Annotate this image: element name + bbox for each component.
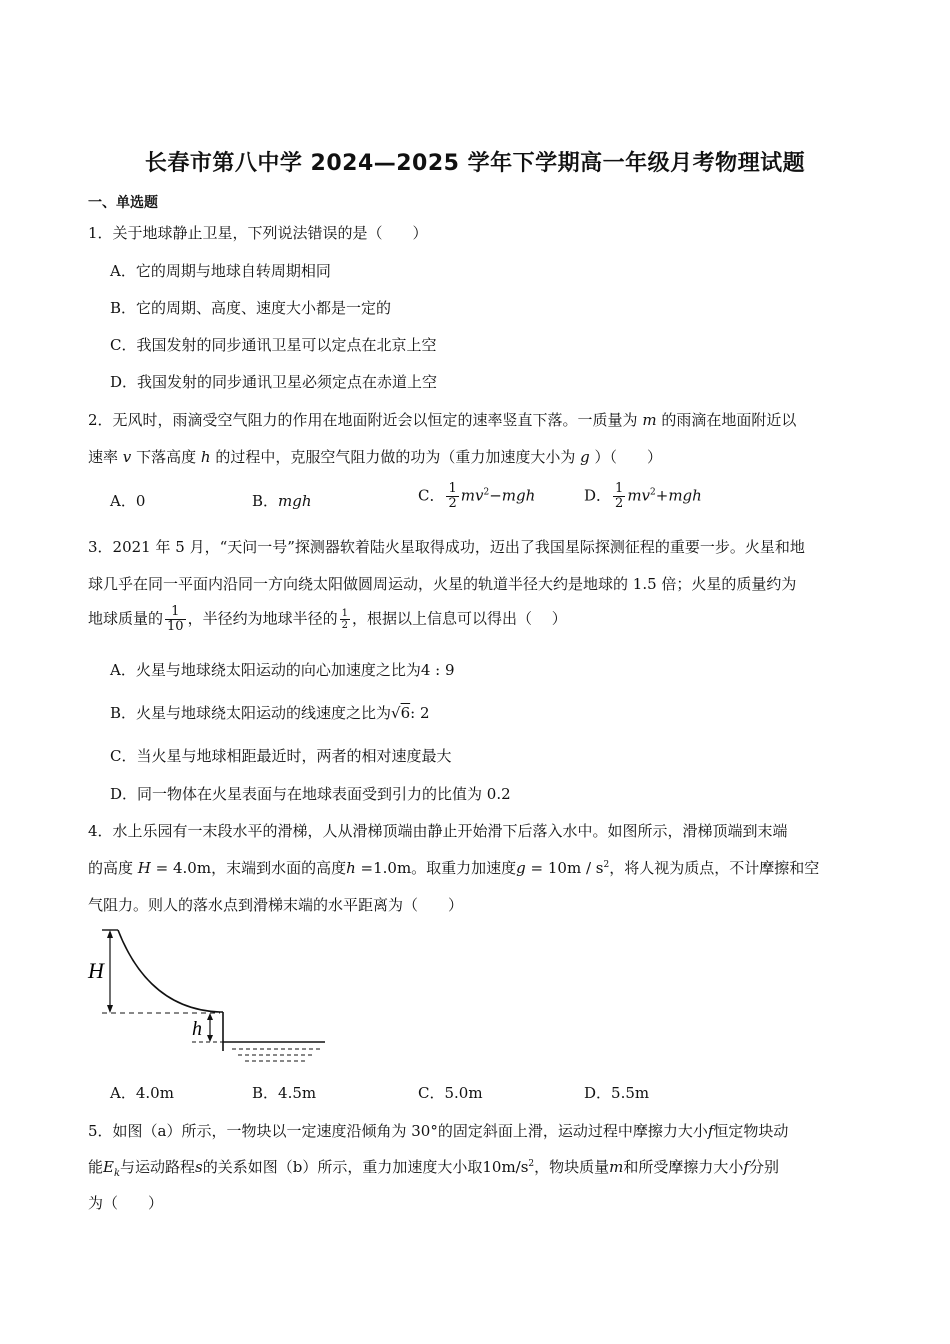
q5-text: ，物块质量: [534, 1158, 610, 1176]
q2-text: 的过程中，克服空气阻力做的功为（重力加速度大小为: [215, 448, 576, 466]
q1-option-a: A．它的周期与地球自转周期相同: [110, 262, 331, 280]
q3-text: ，半径约为地球半径的: [187, 609, 338, 628]
q4-line2: [88, 857, 819, 878]
q2-option-c-tail: −mgh: [489, 486, 536, 505]
q5-text: 恒定物块动: [713, 1122, 789, 1140]
superscript: 2: [483, 487, 490, 498]
q3-line2: 球几乎在同一平面内沿同一方向绕太阳做圆周运动，火星的轨道半径大约是地球的 1.5 倍；火星的质量约为: [88, 575, 797, 593]
q4-option-d: D．5.5m: [584, 1084, 650, 1102]
q2-text: 下落高度: [136, 448, 197, 466]
q2-option-d-expr: mv: [627, 486, 651, 505]
q2-option-b-expr: mgh: [278, 492, 312, 510]
arrow-head-up: [107, 930, 113, 938]
q4-option-a: A．4.0m: [110, 1084, 174, 1102]
q2-option-a: A．0: [110, 492, 146, 510]
q2-option-c-label: C．: [418, 486, 445, 505]
q3-line3: [88, 605, 567, 634]
fraction-1-2: [340, 608, 350, 631]
q4-var-g: g: [516, 859, 526, 877]
q5-line1: [88, 1120, 788, 1141]
subscript-k: k: [113, 1168, 121, 1179]
q2-option-c-expr: mv: [460, 486, 484, 505]
frac-num: 1: [341, 608, 348, 619]
q2-text: 的雨滴在地面附近以: [661, 411, 797, 429]
superscript: 2: [603, 860, 610, 870]
q3-text: ，根据以上信息可以得出（ ）: [351, 609, 567, 628]
q4-line3: 气阻力。则人的落水点到滑梯末端的水平距离为（ ）: [88, 896, 464, 914]
q4-value-H: = 4.0m，末端到水面的高度: [150, 859, 347, 877]
q5-text: 分别: [748, 1158, 779, 1176]
q3-option-b-tail: : 2: [410, 704, 430, 722]
label-h: h: [192, 1018, 202, 1040]
frac-den: 2: [448, 496, 457, 511]
q4-option-c: C．5.0m: [418, 1084, 483, 1102]
q2-var-m: m: [642, 411, 657, 429]
page-title: 长春市第八中学 2024—2025 学年下学期高一年级月考物理试题: [144, 151, 806, 176]
q3-option-c: C．当火星与地球相距最近时，两者的相对速度最大: [110, 747, 452, 765]
slide-curve: [118, 930, 223, 1012]
q2-text: 速率: [88, 448, 119, 466]
q2-option-d: [584, 482, 702, 511]
superscript: 2: [528, 1159, 535, 1169]
q2-option-d-tail: +mgh: [655, 486, 702, 505]
frac-den: 2: [341, 620, 348, 631]
q5-text: 能: [88, 1158, 104, 1176]
q2-var-v: v: [122, 448, 132, 466]
fraction-1-10: [165, 605, 186, 634]
q1-option-d: D．我国发射的同步通讯卫星必须定点在赤道上空: [110, 373, 438, 391]
q5-line3: 为（ ）: [88, 1194, 164, 1212]
q3-option-b: [110, 702, 430, 723]
q4-value-h: =1.0m。取重力加速度: [355, 859, 517, 877]
label-H: H: [88, 958, 104, 983]
frac-den: 10: [167, 619, 184, 634]
fraction: [446, 482, 458, 511]
q1-option-c: C．我国发射的同步通讯卫星可以定点在北京上空: [110, 336, 437, 354]
q5-var-s: s: [195, 1158, 203, 1176]
q5-var-f: f: [707, 1122, 714, 1140]
q2-text: ）（ ）: [594, 448, 663, 466]
q4-var-H: H: [137, 859, 151, 877]
q2-option-b: [252, 490, 312, 511]
arrow-head-down: [107, 1005, 113, 1013]
q3-option-d: D．同一物体在火星表面与在地球表面受到引力的比值为 0.2: [110, 785, 511, 803]
slide-diagram: [80, 926, 340, 1068]
q3-option-b-text: B．火星与地球绕太阳运动的线速度之比为: [110, 704, 392, 722]
q2-var-g: g: [580, 448, 590, 466]
q4-var-h: h: [346, 859, 356, 877]
sqrt-radicand: 6: [400, 704, 411, 722]
q5-var-f: f: [743, 1158, 749, 1176]
q2-var-h: h: [200, 448, 211, 466]
q5-text: 的关系如图（b）所示，重力加速度大小取10m/s: [202, 1158, 529, 1176]
q5-var-m: m: [609, 1158, 624, 1176]
sqrt-symbol: √: [391, 704, 401, 722]
q2-option-d-label: D．: [584, 486, 612, 505]
frac-den: 2: [615, 496, 624, 511]
q2-line2: [88, 446, 662, 467]
section-heading: 一、单选题: [88, 195, 158, 211]
q3-option-a: A．火星与地球绕太阳运动的向心加速度之比为4 : 9: [110, 661, 455, 679]
fraction: [613, 482, 625, 511]
frac-num: 1: [165, 605, 186, 620]
frac-num: 1: [448, 481, 457, 496]
q5-var-E: E: [103, 1158, 114, 1176]
q4-line1: 4．水上乐园有一末段水平的滑梯，人从滑梯顶端由静止开始滑下后落入水中。如图所示，滑梯顶端到末端: [88, 822, 788, 840]
q3-text: 地球质量的: [88, 609, 164, 628]
q5-text: 与运动路程: [120, 1158, 196, 1176]
q2-line1: [88, 409, 796, 430]
q5-text: 5．如图（a）所示，一物块以一定速度沿倾角为 30°的固定斜面上滑，运动过程中摩擦力大小: [88, 1122, 708, 1140]
q4-option-b: B．4.5m: [252, 1084, 317, 1102]
q4-value-g: = 10m / s: [525, 859, 604, 877]
q2-text: 2．无风时，雨滴受空气阻力的作用在地面附近会以恒定的速率竖直下落。一质量为: [88, 411, 638, 429]
q1-option-b: B．它的周期、高度、速度大小都是一定的: [110, 299, 392, 317]
q5-line2: [88, 1156, 779, 1179]
frac-num: 1: [615, 481, 624, 496]
q2-option-b-label: B．: [252, 492, 279, 510]
q4-text: ，将人视为质点，不计摩擦和空: [609, 859, 820, 877]
q1-stem: 1．关于地球静止卫星，下列说法错误的是（ ）: [88, 224, 428, 242]
q5-text: 和所受摩擦力大小: [623, 1158, 744, 1176]
q2-option-c: [418, 482, 535, 511]
q4-text: 的高度: [88, 859, 134, 877]
q3-line1: 3．2021 年 5 月，“天问一号”探测器软着陆火星取得成功，迈出了我国星际探测征程的重要一步。火星和地: [88, 538, 805, 556]
arrow-head-down: [207, 1035, 213, 1042]
arrow-head-up: [207, 1013, 213, 1020]
superscript: 2: [650, 487, 656, 498]
